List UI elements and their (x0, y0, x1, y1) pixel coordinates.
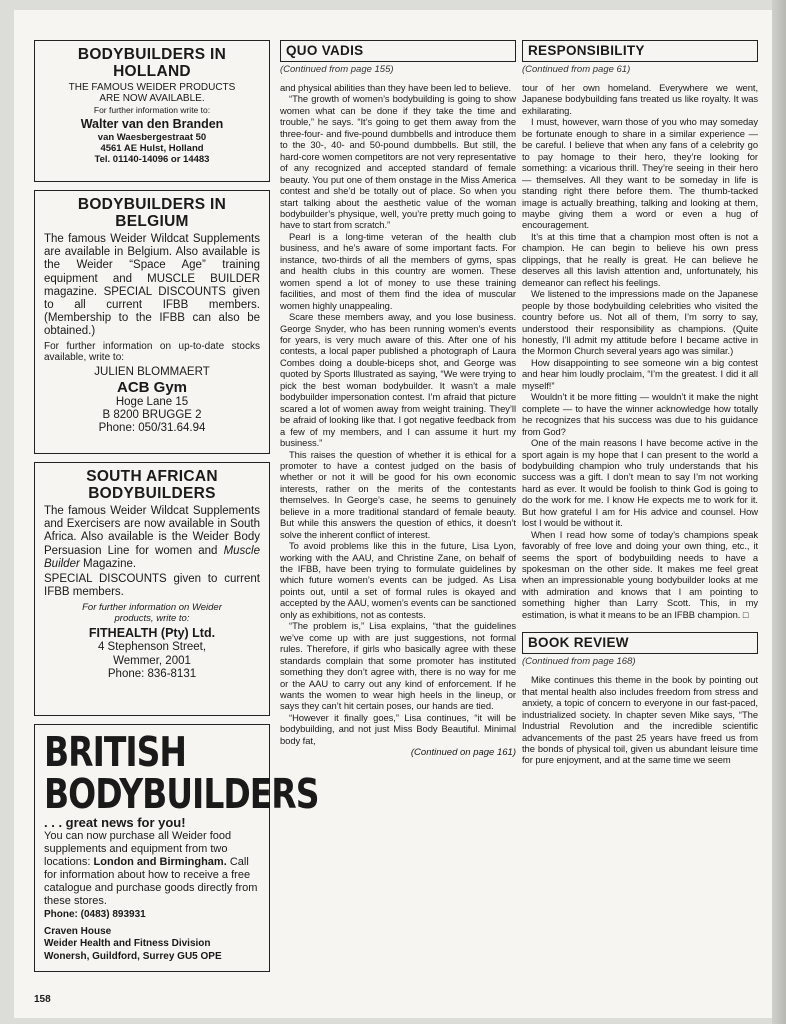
ad-holland-addr2: 4561 AE Hulst, Holland (100, 143, 204, 154)
paragraph: Mike continues this theme in the book by pointing out that mental health also includes freedom from stress and anxiety, a topic of concern to everyone in our fast-paced, industrialized society. In chapter seven Mike says, “The Industrial Revolution and the incredible scientific advancements of the past 25 years have freed us from the bonds of physical toil, given us abundant leisure time for pure enjoyment, and at the same time we seem (522, 674, 758, 766)
ad-british-address: Wonersh, Guildford, Surrey GU5 OPE (44, 950, 222, 962)
ad-holland-name: Walter van den Branden (80, 117, 224, 131)
quo-vadis-heading: QUO VADIS (280, 40, 516, 62)
paragraph: Pearl is a long-time veteran of the health club business, and he’s aware of some important facts. For instance, two-thirds of all the members of gyms, spas and health clubs in this country are women. These women spend a lot of money to use these training facilities, and most of them find the idea of muscular women highly unappealing. (280, 230, 516, 311)
paragraph: How disappointing to see someone win a big contest and hear him loudly proclaim, “I’m the greatest. I did it all myself!” (522, 356, 758, 391)
ad-british-body (44, 830, 260, 908)
ad-british-body1: You can now purchase all Weider food supplements and equipment from two locations: (44, 830, 232, 868)
ad-holland-line3: For further information write to: (93, 105, 211, 115)
ad-holland-line1: THE FAMOUS WEIDER PRODUCTS (68, 82, 236, 93)
binding-edge (772, 0, 786, 1024)
ad-holland-title: BODYBUILDERS IN HOLLAND (77, 46, 227, 80)
ad-sa-discounts: SPECIAL DISCOUNTS given to current IFBB members. (44, 573, 260, 599)
ad-belgium-further: For further information on up-to-date stocks available, write to: (44, 340, 260, 364)
ad-sa-phone: Phone: 836-8131 (107, 667, 197, 680)
ad-belgium-contact: JULIEN BLOMMAERT (94, 365, 210, 378)
page-number: 158 (34, 994, 51, 1005)
ad-belgium-body: The famous Weider Wildcat Supplements are available in Belgium. Also available is the Weider “Space Age” training equipment and MUSCLE BUILDER magazine. SPECIAL DISCOUNTS given to all current IFBB members. (Membership to the IFBB can also be obtained.) (44, 233, 260, 338)
responsibility-heading: RESPONSIBILITY (522, 40, 758, 62)
ad-british-news: . . . great news for you! (44, 815, 186, 830)
ad-belgium-title: BODYBUILDERS IN BELGIUM (77, 196, 227, 230)
ad-british-phone: Phone: (0483) 893931 (44, 909, 146, 920)
ad-british-house: Craven House (44, 925, 112, 937)
ad-british-body2: Call for information about how to receive a free catalogue and purchase goods directly from these stores. (44, 856, 258, 907)
ad-sa-body-italic: Muscle Builder (44, 544, 260, 570)
ad-british-division: Weider Health and Fitness Division (44, 938, 211, 949)
paragraph: Scare these members away, and you lose business. George Snyder, who has been running women’s events for years, is very much aware of this. After one of his contests, a local paper published a photograph of Laura Combes doing a double-biceps shot, and George was quoted by Sports Illustrated as saying, “We were trying to pick the best woman bodybuilder. It wasn’t a male bodybuilder impersonation contest. I’m afraid that picture scared a lot of women away from weight training. They’ll be afraid of looking like that. I got negative feedback from a few of my members, and I can assume it hurt my business.” (280, 311, 516, 449)
book-review-body (522, 674, 758, 766)
ad-sa-further: For further information on Weider products, write to: (82, 602, 222, 625)
ad-belgium-addr1: Hoge Lane 15 (115, 395, 189, 408)
paragraph: and physical abilities than they have been led to believe. (280, 82, 512, 93)
ad-sa-body (44, 505, 260, 571)
responsibility-continued-from: (Continued from page 61) (522, 64, 631, 75)
quo-vadis-body (280, 82, 516, 746)
ad-holland-addr1: van Waesbergestraat 50 (97, 132, 207, 143)
paragraph: “However it finally goes,” Lisa continues, “it will be bodybuilding, and not just Miss Body Beautiful. Minimal body fat, (280, 711, 516, 746)
paragraph: Wouldn’t it be more fitting — wouldn’t it make the night complete — to have the winner acknowledge how totally he recognizes that his success was due to his guidance from God? (522, 391, 758, 437)
book-review-continued-from: (Continued from page 168) (522, 656, 636, 668)
paragraph: We listened to the impressions made on the Japanese people by those bodybuilding celebrities who visited the country before us. Not all of them, I’m sorry to say, understood their responsibility as champions. (Quite honestly, I’ll admit my attitude before I became active in the Mormon Church several years ago was similar.) (522, 288, 758, 357)
paragraph: “The problem is,” Lisa explains, “that the guidelines we’ve come up with are just suggestions, not formal rules. Therefore, if girls who basically agree with these standards complain that some promoter has instituted something they don’t agree with, there is no way for me or the AAU to carry out any kind of enforcement. If he wants the women to wear high heels in the lineup, or says they can’t hit certain poses, our hands are tied. (280, 620, 516, 712)
ad-british (34, 724, 319, 972)
ad-sa-title: SOUTH AFRICAN BODYBUILDERS (86, 468, 218, 502)
ad-sa-addr1: 4 Stephenson Street, (97, 641, 207, 654)
responsibility-column (522, 40, 758, 766)
paragraph: tour of her own homeland. Everywhere we went, Japanese bodybuilding fans treated us like royalty. It was exhilarating. (522, 82, 758, 116)
ad-belgium-addr2: B 8200 BRUGGE 2 (102, 409, 202, 422)
paragraph: When I read how some of today’s champions speak favorably of free love and doing your own thing, etc., it seems the sport of bodybuilding needs to have a spokesman on the other side. It makes me feel great when an impressionable young bodybuilder looks at me with admiration and knows that I am pointing to something higher than Larry Scott. This, in my estimation, is what it means to be an IFBB champion. □ (522, 528, 758, 620)
ad-sa-addr2: Wemmer, 2001 (113, 654, 191, 667)
ad-british-locations: London and Birmingham. (93, 856, 227, 868)
ad-holland-tel: Tel. 01140-14096 or 14483 (94, 154, 210, 165)
ad-belgium (34, 190, 270, 454)
ad-south-africa (34, 462, 270, 716)
paragraph: To avoid problems like this in the future, Lisa Lyon, working with the AAU, and Christine Zane, on behalf of the IFBB, have been trying to formulate guidelines by which future women’s events can be judged. As Lisa points out, until a set of formal rules is okayed and accepted by the AAU, women’s events can be sanctioned only as exhibitions, not as contests. (280, 540, 516, 620)
book-review-heading: BOOK REVIEW (522, 632, 758, 654)
paragraph: One of the main reasons I have become active in the sport again is my hope that I can present to the world a bodybuilding champion who truly understands that his success was a gift. I don’t mean to say I’m not working hard as ever. It would be foolish to think God is going to do the work for me. I know He expects me to work for it. But how grateful I am for His advice and counsel. How lost I would be without it. (522, 437, 758, 529)
ads-column (34, 40, 319, 980)
ad-sa-body1: The famous Weider Wildcat Supplements and Exercisers are now available in South Africa. Also available is the Weider Body Persuasion Line for women and (44, 505, 260, 557)
magazine-page (14, 10, 774, 1018)
responsibility-body (522, 82, 758, 620)
ad-belgium-company: ACB Gym (116, 378, 187, 396)
ad-holland (34, 40, 270, 182)
quo-vadis-continued-on: (Continued on page 161) (410, 747, 516, 759)
paragraph: I must, however, warn those of you who may someday be fortunate enough to share in a similar experience — be careful. I believe that when any fans of a celebrity go to pay homage to their hero, they’re looking for something: a vicarious thrill. They’re seeing in their hero — themselves. All they want to be someday in life is standing right there before them. The thumb-tacked image is actually breathing, talking and looking at them, maybe giving them a word or even a hug of encouragement. (522, 116, 758, 231)
ad-british-title2: BODYBUILDERS (44, 769, 319, 818)
quo-vadis-continued-from: (Continued from page 155) (280, 64, 394, 75)
paragraph: “The growth of women’s bodybuilding is going to show women what can be done if they take the time and trouble,” he says. “It’s going to get them away from the three-four- and five-pound dumbbells and introduce them to the 30-, 40- and 50-pound dumbbells. But still, the hard-core women competitors are not very representative of any recognized and accepted standard of female beauty. You put one of them onstage in the Miss America contest and she’d be totally out of place. So when you start talking about the aesthetic value of the woman bodybuilder’s physique, well, you’re pretty much going to have to start from scratch.” (280, 93, 516, 231)
paragraph: This raises the question of whether it is ethical for a promoter to have a contest judged on the basis of whether or not it will be good for his own economic interests, rather on the merits of the contestants themselves. In George’s case, he seems to genuinely believe in a more traditional standard of female beauty. But while this answers the question of ethics, it doesn’t solve the inherent conflict of interest. (280, 448, 516, 540)
ad-british-title1: BRITISH (44, 727, 187, 776)
ad-sa-company: FITHEALTH (Pty) Ltd. (88, 626, 216, 641)
paragraph: It’s at this time that a champion most often is not a champion. He can begin to believe his own press clippings, that he really is great. He can believe he deserves all this lavish attention and, unfortunately, his demeanor can reflect his feelings. (522, 230, 758, 288)
ad-belgium-phone: Phone: 050/31.64.94 (98, 422, 206, 435)
ad-sa-body2: Magazine. (83, 557, 137, 570)
quo-vadis-column (280, 40, 516, 758)
ad-holland-line2: ARE NOW AVAILABLE. (99, 93, 205, 104)
